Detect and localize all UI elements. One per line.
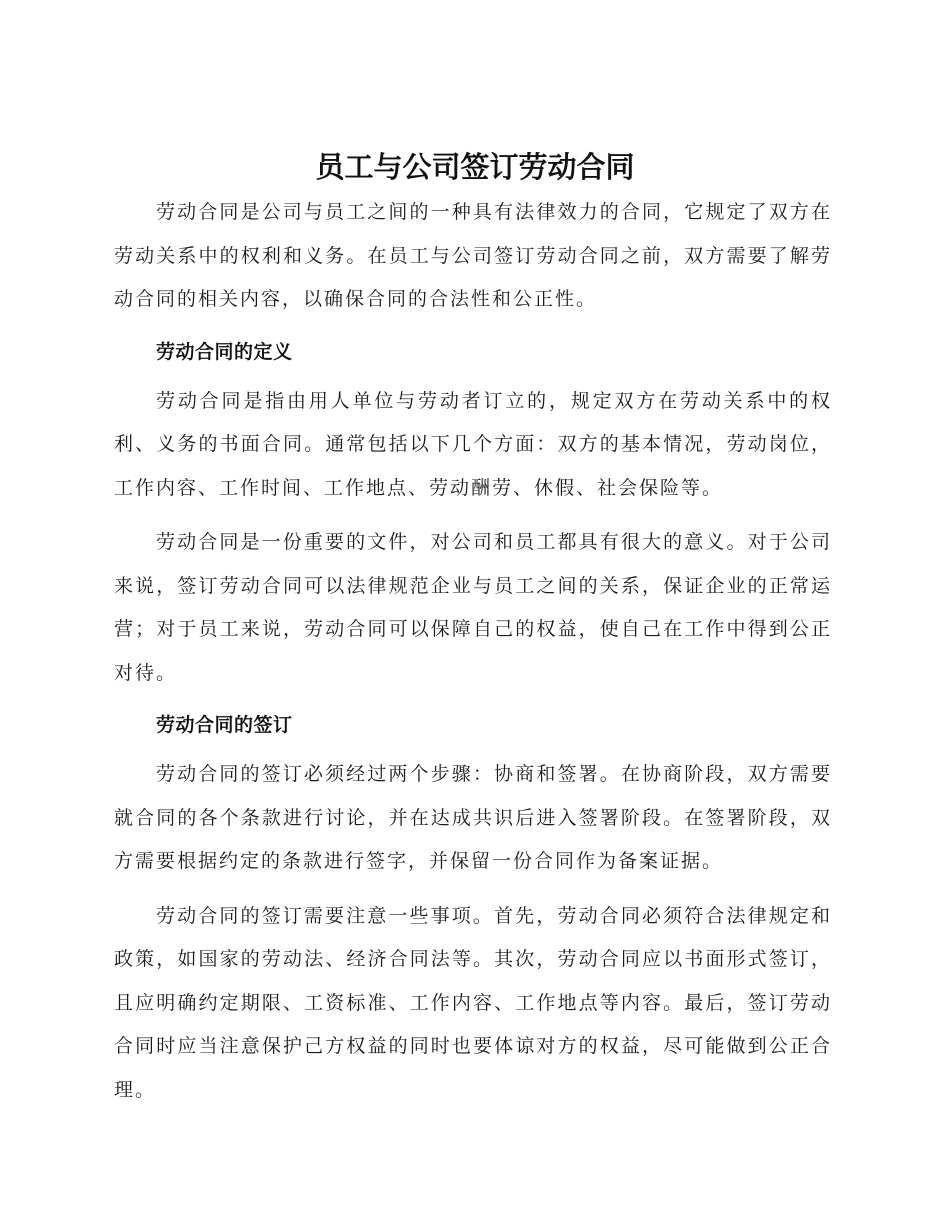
intro-paragraph: 劳动合同是公司与员工之间的一种具有法律效力的合同，它规定了双方在劳动关系中的权利和义务。在员工与公司签订劳动合同之前，双方需要了解劳动合同的相关内容，以确保合同的合法性和公正性。 (114, 201, 832, 310)
body-paragraph: 劳动合同的签订必须经过两个步骤：协商和签署。在协商阶段，双方需要就合同的各个条款进行讨论，并在达成共识后进入签署阶段。在签署阶段，双方需要根据约定的条款进行签字，并保留一份合同作为备案证据。 (114, 763, 832, 872)
body-paragraph: 劳动合同是一份重要的文件，对公司和员工都具有很大的意义。对于公司来说，签订劳动合同可以法律规范企业与员工之间的关系，保证企业的正常运营；对于员工来说，劳动合同可以保障自己的权益，使自己在工作中得到公正对待。 (114, 531, 832, 684)
body-paragraph: 劳动合同是指由用人单位与劳动者订立的，规定双方在劳动关系中的权利、义务的书面合同。通常包括以下几个方面：双方的基本情况，劳动岗位，工作内容、工作时间、工作地点、劳动酬劳、休假、社会保险等。 (114, 389, 832, 499)
section-signing (114, 704, 832, 1112)
body-paragraph: 劳动合同的签订需要注意一些事项。首先，劳动合同必须符合法律规定和政策，如国家的劳动法、经济合同法等。其次，劳动合同应以书面形式签订，且应明确约定期限、工资标准、工作内容、工作地点等内容。最后，签订劳动合同时应当注意保护己方权益的同时也要体谅对方的权益，尽可能做到公正合理。 (114, 904, 832, 1101)
section-heading: 劳动合同的签订 (156, 714, 293, 736)
document-title: 员工与公司签订劳动合同 (315, 150, 635, 184)
section-heading: 劳动合同的定义 (156, 340, 293, 363)
document-body (114, 191, 832, 1112)
section-definition (114, 331, 832, 696)
